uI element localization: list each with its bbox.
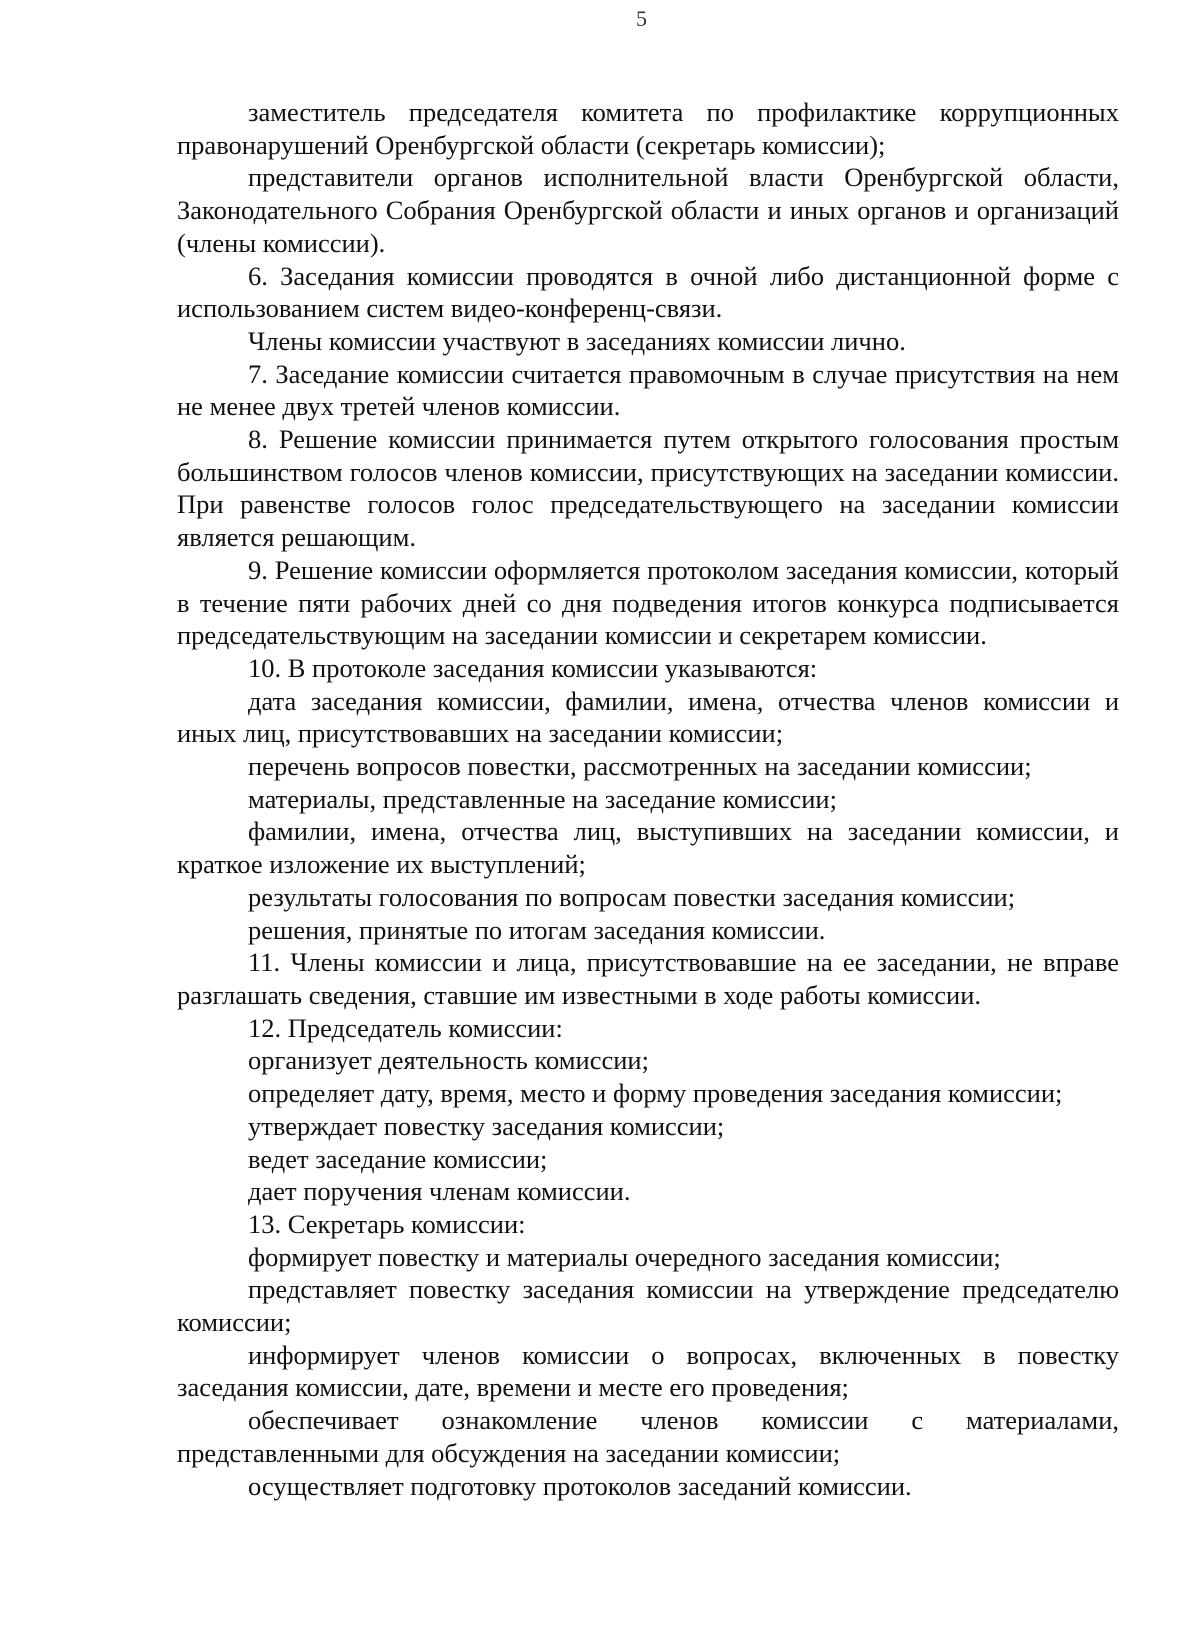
paragraph-protocol-agenda: перечень вопросов повестки, рассмотренных на заседании комиссии; [248, 751, 1032, 782]
paragraph-chair-approves: утверждает повестку заседания комиссии; [248, 1110, 725, 1141]
paragraph-secretary-submits: представляет повестку заседания комиссии на утверждение председателю комиссии; [177, 1274, 1119, 1338]
paragraph-representatives: представители органов исполнительной власти Оренбургской области, Законодательного Собрания Оренбургской области и иных органов и организаций (члены комиссии). [177, 162, 1119, 258]
paragraph-protocol-voting: результаты голосования по вопросам повестки заседания комиссии; [248, 881, 1016, 912]
document-body [177, 96, 1119, 1502]
paragraph-item-9: 9. Решение комиссии оформляется протоколом заседания комиссии, который в течение пяти рабочих дней со дня подведения итогов конкурса подписывается председательствующим на заседании комиссии и секретарем комиссии. [177, 554, 1119, 651]
paragraph-item-10: 10. В протоколе заседания комиссии указываются: [248, 652, 818, 683]
paragraph-item-7: 7. Заседание комиссии считается правомочным в случае присутствия на нем не менее двух третей членов комиссии. [177, 358, 1119, 422]
paragraph-secretary-forms: формирует повестку и материалы очередного заседания комиссии; [248, 1241, 1001, 1272]
paragraph-protocol-materials: материалы, представленные на заседание комиссии; [248, 783, 837, 814]
paragraph-item-6: 6. Заседания комиссии проводятся в очной либо дистанционной форме с использованием систем видео-конференц-связи. [177, 260, 1119, 324]
paragraph-chair-organizes: организует деятельность комиссии; [248, 1045, 649, 1076]
paragraph-protocol-date: дата заседания комиссии, фамилии, имена, отчества членов комиссии и иных лиц, присутствовавших на заседании комиссии; [177, 685, 1119, 749]
paragraph-secretary-informs: информирует членов комиссии о вопросах, включенных в повестку заседания комиссии, дате, времени и месте его проведения; [177, 1339, 1119, 1403]
paragraph-members-personal: Члены комиссии участвуют в заседаниях комиссии лично. [248, 325, 906, 356]
paragraph-item-11: 11. Члены комиссии и лица, присутствовавшие на ее заседании, не вправе разглашать сведения, ставшие им известными в ходе работы комиссии. [177, 947, 1119, 1010]
paragraph-deputy-chair: заместитель председателя комитета по профилактике коррупционных правонарушений Оренбургской области (секретарь комиссии); [177, 97, 1119, 160]
paragraph-secretary-prepares: осуществляет подготовку протоколов заседаний комиссии. [248, 1470, 912, 1501]
page-number: 5 [636, 6, 647, 31]
paragraph-protocol-decisions: решения, принятые по итогам заседания комиссии. [248, 914, 826, 945]
paragraph-chair-schedules: определяет дату, время, место и форму проведения заседания комиссии; [248, 1078, 1063, 1109]
paragraph-item-12: 12. Председатель комиссии: [248, 1012, 563, 1043]
paragraph-chair-conducts: ведет заседание комиссии; [248, 1143, 548, 1174]
paragraph-item-8: 8. Решение комиссии принимается путем открытого голосования простым большинством голосов членов комиссии, присутствующих на заседании комиссии. При равенстве голосов голос председательствующего на заседании комиссии является решающим. [177, 424, 1119, 553]
paragraph-secretary-provides: обеспечивает ознакомление членов комиссии с материалами, представленными для обсуждения на заседании комиссии; [177, 1405, 1119, 1468]
paragraph-protocol-speakers: фамилии, имена, отчества лиц, выступивших на заседании комиссии, и краткое изложение их выступлений; [177, 816, 1119, 880]
paragraph-item-13: 13. Секретарь комиссии: [248, 1208, 526, 1239]
paragraph-chair-instructs: дает поручения членам комиссии. [248, 1176, 631, 1207]
